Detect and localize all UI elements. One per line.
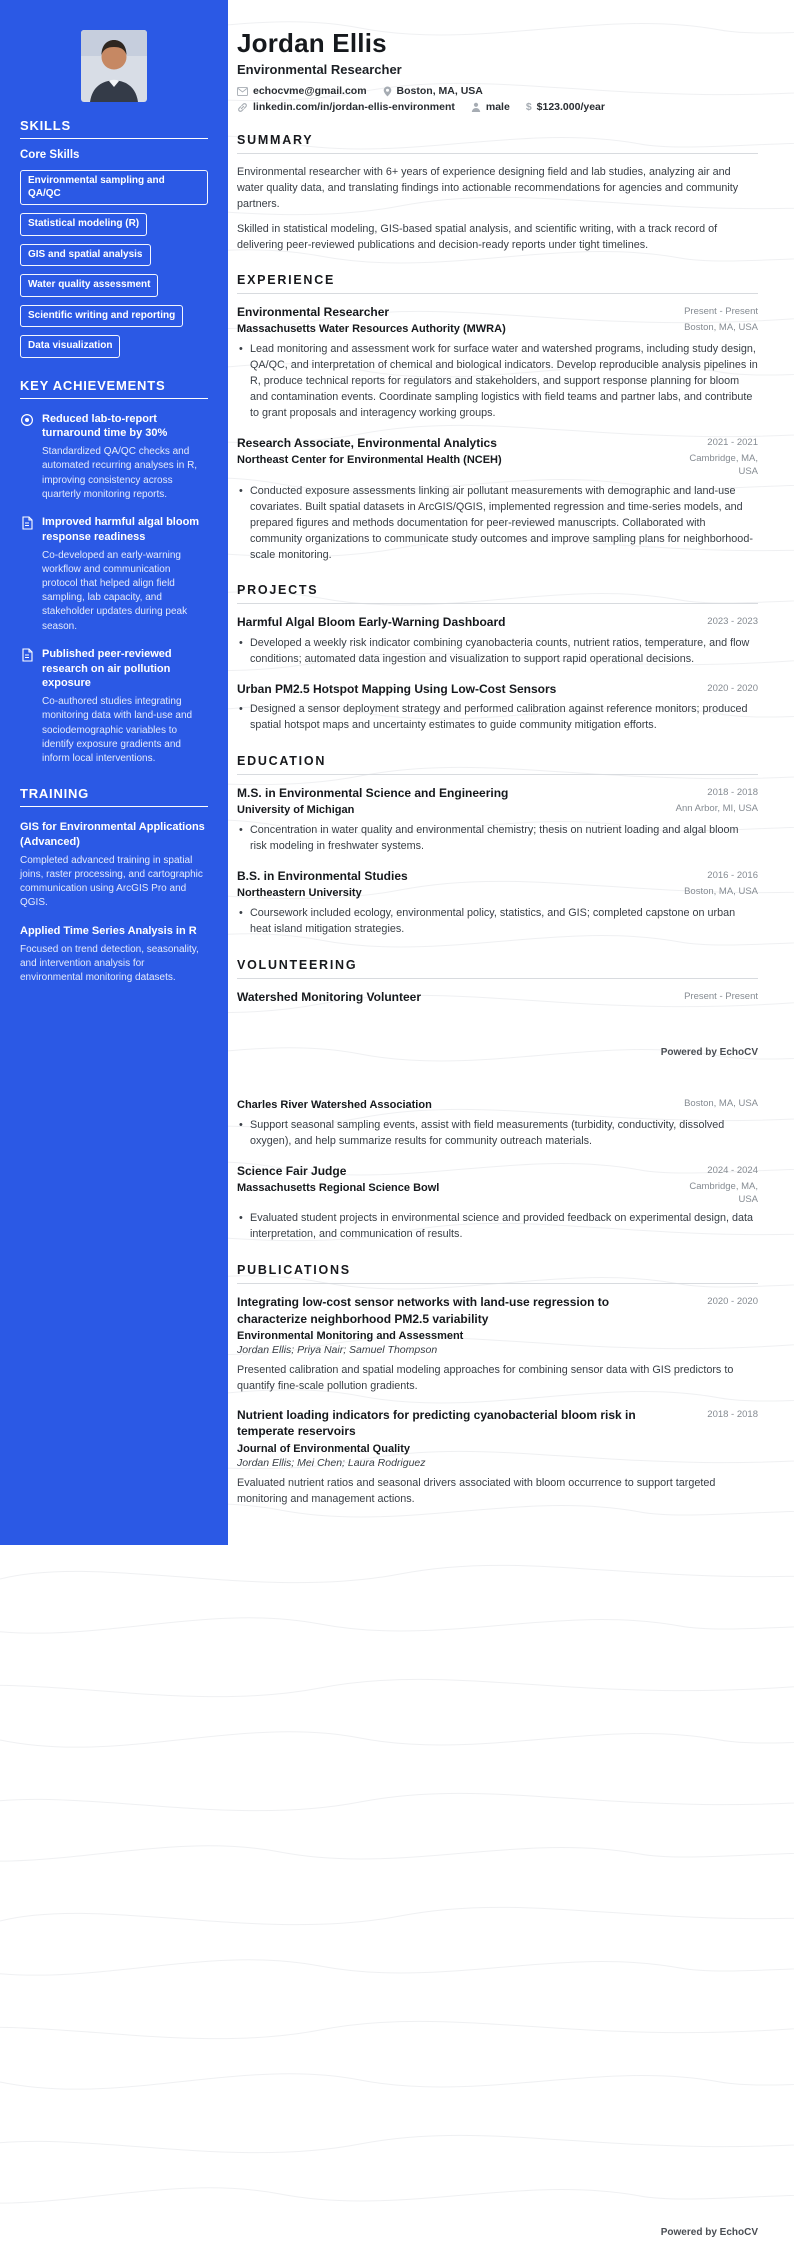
education-heading: EDUCATION — [237, 754, 758, 775]
skill-chip: GIS and spatial analysis — [20, 244, 151, 267]
experience-entry — [237, 435, 758, 564]
publication-dates: 2020 - 2020 — [707, 1296, 758, 1308]
publication-entry — [237, 1294, 758, 1394]
projects-heading: PROJECTS — [237, 583, 758, 604]
education-bullets — [237, 823, 758, 855]
main-content — [237, 0, 758, 1520]
degree-title: B.S. in Environmental Studies — [237, 868, 408, 883]
degree-dates: 2018 - 2018 — [707, 786, 758, 798]
school-name: Northeastern University — [237, 886, 362, 899]
contact-gender-text: male — [485, 101, 510, 113]
map-pin-icon — [383, 86, 392, 97]
project-bullet: • Developed a weekly risk indicator combining cyanobacteria counts, nutrient ratios, temperature, and flow conditions; automated data ingestion and visualization to support rapid operational decisions. — [237, 636, 758, 668]
profile-photo — [81, 30, 147, 102]
contact-location-text: Boston, MA, USA — [396, 85, 483, 97]
sidebar — [0, 0, 228, 1545]
contact-row — [237, 101, 758, 113]
volunteer-bullet: • Evaluated student projects in environmental science and provided feedback on experimental design, data interpretation, and communication of results. — [237, 1211, 758, 1243]
training-description: Completed advanced training in spatial joins, raster processing, and cartographic communication using ArcGIS Pro and QGIS. — [20, 854, 203, 909]
project-bullets — [237, 702, 758, 734]
publications-heading: PUBLICATIONS — [237, 1263, 758, 1284]
achievements-section-heading: KEY ACHIEVEMENTS — [20, 378, 208, 399]
page2-footer-branding: Powered by EchoCV — [660, 2227, 758, 2238]
achievement-title: Reduced lab-to-report turnaround time by 30% — [42, 412, 168, 440]
skill-chip: Environmental sampling and QA/QC — [20, 170, 208, 205]
volunteer-organization: Massachusetts Regional Science Bowl — [237, 1181, 440, 1194]
skill-chip: Scientific writing and reporting — [20, 305, 183, 328]
achievement-item — [20, 515, 208, 634]
volunteer-bullets — [237, 1118, 758, 1150]
publication-authors: Jordan Ellis; Priya Nair; Samuel Thompson — [237, 1343, 438, 1356]
candidate-title: Environmental Researcher — [237, 62, 402, 77]
achievement-item — [20, 647, 208, 766]
job-location: Boston, MA, USA — [684, 322, 758, 334]
target-icon — [20, 412, 34, 502]
job-company: Northeast Center for Environmental Health (NCEH) — [237, 454, 502, 466]
contact-linkedin-text: linkedin.com/in/jordan-ellis-environment — [253, 101, 455, 113]
section-education — [237, 754, 758, 938]
school-name: University of Michigan — [237, 803, 355, 816]
volunteer-entry — [237, 1096, 758, 1150]
project-entry — [237, 614, 758, 667]
volunteer-entry — [237, 989, 758, 1005]
volunteering-heading: VOLUNTEERING — [237, 958, 758, 979]
project-title: Urban PM2.5 Hotspot Mapping Using Low-Cost Sensors — [237, 681, 557, 696]
training-title: Applied Time Series Analysis in R — [20, 924, 197, 937]
job-location: Cambridge, MA, USA — [689, 453, 758, 477]
school-location: Ann Arbor, MI, USA — [675, 802, 758, 814]
candidate-name: Jordan Ellis — [237, 28, 387, 58]
publication-dates: 2018 - 2018 — [707, 1409, 758, 1421]
experience-entry — [237, 304, 758, 422]
achievement-item — [20, 412, 208, 502]
job-title: Research Associate, Environmental Analytics — [237, 435, 497, 450]
envelope-icon — [237, 87, 248, 96]
publication-title: Integrating low-cost sensor networks with land-use regression to characterize neighborhood PM2.5 variability — [237, 1295, 610, 1326]
document-icon — [20, 647, 34, 766]
training-item — [20, 924, 208, 985]
volunteer-bullets — [237, 1211, 758, 1243]
volunteer-location: Cambridge, MA, USA — [689, 1180, 758, 1205]
section-volunteering — [237, 958, 758, 1244]
profile-photo-illustration — [81, 30, 147, 102]
contact-info — [237, 85, 758, 113]
achievement-title: Published peer-reviewed research on air pollution exposure — [42, 647, 172, 690]
project-dates: 2020 - 2020 — [707, 682, 758, 694]
job-bullet: • Lead monitoring and assessment work for surface water and watershed programs, including study design, QA/QC, and interpretation of chemical and biological indicators. Develop reproducible analysis pipelines in R, produce technical reports for regulators and stakeholders, and support response planning for bloom and contamination events. Coordinate sampling logistics with field teams and partner labs, and contribute to grant proposals and interagency working groups. — [237, 342, 758, 422]
achievement-description: Co-authored studies integrating monitoring data with land-use and sociodemographic variables to identify exposure gradients and inform local interventions. — [42, 696, 193, 765]
publication-entry — [237, 1407, 758, 1507]
volunteer-organization: Charles River Watershed Association — [237, 1098, 432, 1111]
skills-group-label: Core Skills — [20, 149, 80, 161]
summary-paragraph: Environmental researcher with 6+ years of experience designing field and lab studies, analyzing air and water quality data, and translating findings into actionable recommendations for agencies and community partners. — [237, 166, 739, 211]
project-dates: 2023 - 2023 — [707, 616, 758, 628]
dollar-icon — [526, 101, 532, 113]
education-entry — [237, 868, 758, 938]
skills-section-heading: SKILLS — [20, 118, 208, 139]
contact-salary-text: $123.000/year — [536, 101, 605, 113]
contact-email[interactable] — [237, 85, 367, 97]
degree-dates: 2016 - 2016 — [707, 869, 758, 881]
contact-email-text: echocvme@gmail.com — [253, 85, 367, 97]
volunteer-dates: Present - Present — [684, 990, 758, 1002]
achievement-description: Standardized QA/QC checks and automated recurring analyses in R, improving consistency across quarterly monitoring reports. — [42, 446, 198, 500]
document-icon — [20, 515, 34, 634]
volunteer-entry — [237, 1163, 758, 1244]
section-publications — [237, 1263, 758, 1507]
training-description: Focused on trend detection, seasonality, and intervention analysis for environmental monitoring datasets. — [20, 943, 199, 983]
contact-row — [237, 85, 758, 97]
section-projects — [237, 583, 758, 733]
project-bullet: • Designed a sensor deployment strategy and performed calibration against reference monitors; produced spatial hotspot maps and uncertainty estimates to guide community mitigation efforts. — [237, 702, 758, 734]
job-company: Massachusetts Water Resources Authority (MWRA) — [237, 323, 506, 336]
person-icon — [471, 102, 481, 112]
contact-linkedin[interactable] — [237, 101, 455, 113]
job-title: Environmental Researcher — [237, 304, 390, 319]
job-bullets — [237, 342, 758, 422]
link-icon — [237, 102, 248, 113]
degree-title: M.S. in Environmental Science and Engineering — [237, 785, 509, 800]
achievement-title: Improved harmful algal bloom response readiness — [42, 515, 200, 543]
contact-salary — [526, 101, 605, 113]
training-title: GIS for Environmental Applications (Advanced) — [20, 821, 205, 849]
publication-authors: Jordan Ellis; Mei Chen; Laura Rodriguez — [237, 1456, 426, 1469]
project-title: Harmful Algal Bloom Early-Warning Dashboard — [237, 615, 506, 630]
summary-heading: SUMMARY — [237, 133, 758, 154]
publication-journal: Environmental Monitoring and Assessment — [237, 1329, 464, 1342]
job-bullets — [237, 484, 758, 564]
publication-description: Presented calibration and spatial modeling approaches for combining sensor data with GIS predictors to quantify fine-scale pollution gradients. — [237, 1363, 734, 1392]
job-bullet: • Conducted exposure assessments linking air pollutant measurements with demographic and land-use covariates. Built spatial datasets in ArcGIS/QGIS, implemented regression and time-series models, and prepared figures and methods documentation for peer-reviewed manuscripts. Collaborated with community organizations to communicate study outcomes and improve sampling plans for neighborhood-scale monitoring. — [237, 484, 758, 564]
project-bullets — [237, 636, 758, 668]
contact-location — [383, 85, 483, 97]
achievement-description: Co-developed an early-warning workflow and communication protocol that helped align field sampling, lab capacity, and stakeholder updates during peak season. — [42, 549, 188, 632]
publication-description: Evaluated nutrient ratios and seasonal drivers associated with bloom occurrence to support targeted monitoring and management actions. — [237, 1476, 716, 1505]
project-entry — [237, 681, 758, 734]
experience-heading: EXPERIENCE — [237, 273, 758, 294]
skill-chip: Data visualization — [20, 335, 120, 358]
publication-journal: Journal of Environmental Quality — [237, 1442, 410, 1455]
contact-gender — [471, 101, 510, 113]
volunteer-dates: 2024 - 2024 — [707, 1164, 758, 1176]
job-dates: Present - Present — [684, 305, 758, 317]
education-entry — [237, 785, 758, 855]
section-experience — [237, 273, 758, 564]
volunteer-bullet: • Support seasonal sampling events, assist with field measurements (turbidity, conductivity, dissolved oxygen), and help summarize results for community outreach materials. — [237, 1118, 758, 1150]
summary-paragraph: Skilled in statistical modeling, GIS-based spatial analysis, and scientific writing, with a track record of delivering peer-reviewed publications and decision-ready reports under tight timelines. — [237, 222, 718, 251]
skill-chip: Statistical modeling (R) — [20, 213, 147, 236]
training-item — [20, 820, 208, 910]
education-bullet: • Coursework included ecology, environmental policy, statistics, and GIS; completed capstone on urban heat island mitigation strategies. — [237, 906, 758, 938]
job-dates: 2021 - 2021 — [707, 436, 758, 448]
publication-title: Nutrient loading indicators for predicting cyanobacterial bloom risk in temperate reservoirs — [237, 1408, 636, 1439]
education-bullet: • Concentration in water quality and environmental chemistry; thesis on nutrient loading and algal bloom risk modeling in freshwater systems. — [237, 823, 758, 855]
skill-chip: Water quality assessment — [20, 274, 158, 297]
volunteer-title: Science Fair Judge — [237, 1163, 347, 1178]
page1-footer-branding: Powered by EchoCV — [660, 1046, 758, 1058]
school-location: Boston, MA, USA — [684, 885, 758, 897]
volunteer-title: Watershed Monitoring Volunteer — [237, 989, 422, 1004]
education-bullets — [237, 906, 758, 938]
section-summary — [237, 133, 758, 253]
volunteer-location: Boston, MA, USA — [684, 1097, 758, 1109]
training-section-heading: TRAINING — [20, 786, 208, 807]
